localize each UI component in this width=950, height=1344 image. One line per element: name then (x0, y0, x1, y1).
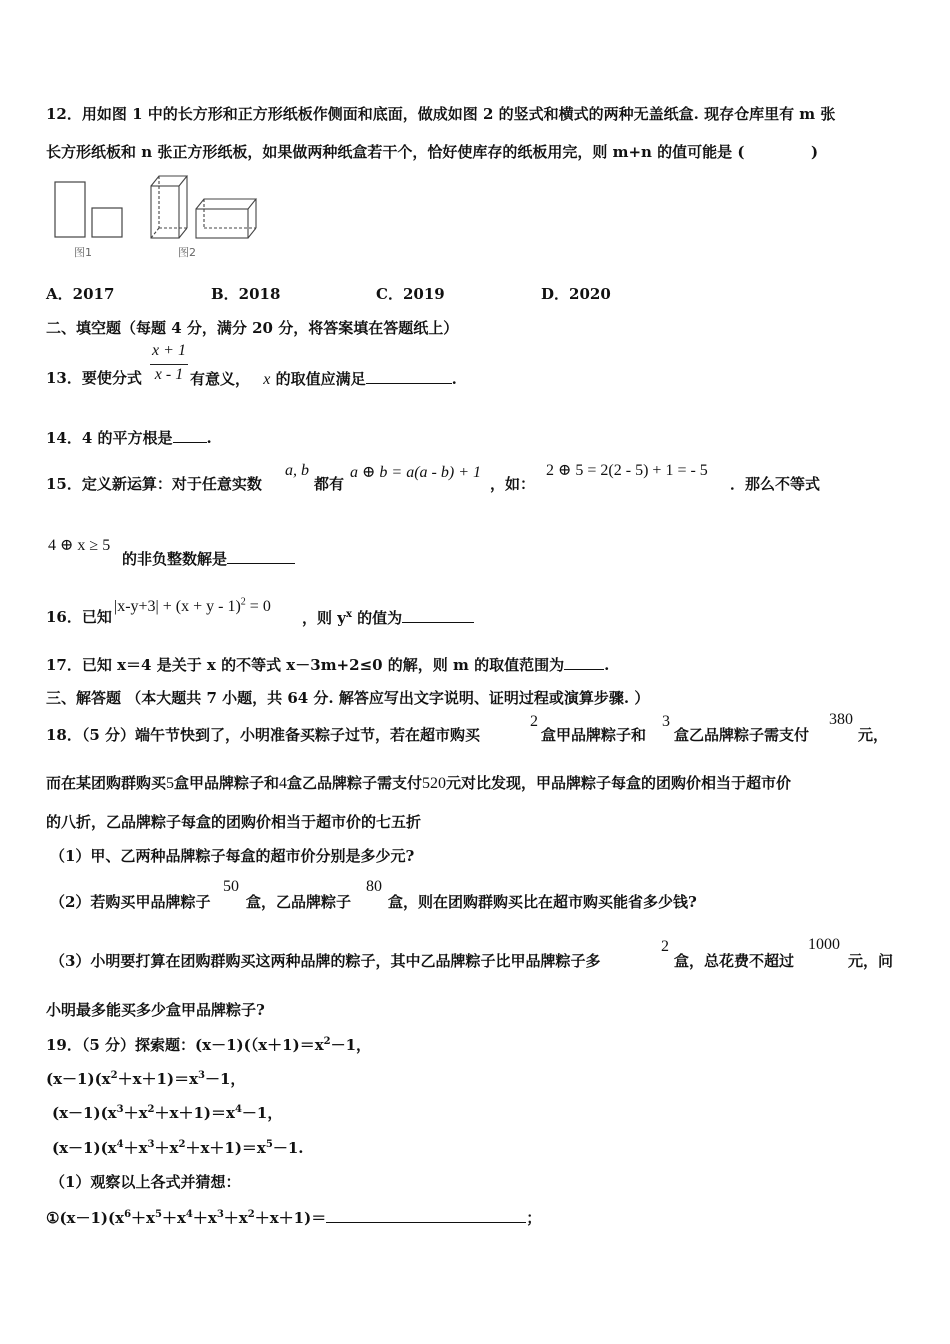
q19-c1e: ＋x (223, 1209, 248, 1227)
q15-definition: a ⊕ b = a(a - b) + 1 (350, 464, 481, 481)
q19-l2s2: 3 (198, 1070, 205, 1081)
q19-l3s1: 3 (116, 1104, 124, 1115)
q15-example-lead: ，如： (490, 475, 536, 493)
q16-sup: x (345, 609, 352, 620)
q18-a3: 盒乙品牌粽子需支付 (674, 726, 810, 744)
q19-line4 (52, 1138, 304, 1158)
q18-b3: 盒甲品牌粽子和 (174, 774, 280, 792)
q18-b6: 520 (422, 775, 447, 792)
q18-line-c: 的八折，乙品牌粽子每盒的团购价相当于超市价的七五折 (46, 813, 422, 831)
q19-l4c: ＋x (154, 1139, 179, 1157)
q19-l4b: ＋x (123, 1139, 148, 1157)
q18-n3: 380 (829, 711, 853, 728)
q19-l3e: －1， (241, 1104, 283, 1122)
q19-c1end: ； (526, 1209, 542, 1227)
q19-l1s: 2 (323, 1036, 331, 1047)
q15-mid: 都有 (314, 475, 345, 493)
q19-l2s1: 2 (110, 1070, 118, 1081)
section2-heading: 二、填空题（每题 4 分，满分 20 分，将答案填在答题纸上） (46, 319, 459, 337)
q12-line1: 12．用如图 1 中的长方形和正方形纸板作侧面和底面，做成如图 2 的竖式和横式的两种无盖纸盒. 现存仓库里有 m 张 (46, 105, 836, 123)
q19-part1: （1）观察以上各式并猜想： (50, 1173, 241, 1191)
q18-p3b: 盒，总花费不超过 (674, 952, 795, 970)
q19-line3 (52, 1103, 282, 1123)
q17-line (46, 654, 609, 675)
q12-option-c: C．2019 (376, 285, 445, 303)
q15-ask-line (122, 548, 295, 569)
q16-tail2: 的值为 (351, 609, 403, 627)
q19-c1s5: 2 (247, 1209, 255, 1220)
q12-option-d: D．2020 (541, 285, 611, 303)
q16-lead: 16．已知 (46, 608, 112, 626)
q18-b7: 元对比发现，甲品牌粽子每盒的团购价相当于超市价 (446, 774, 792, 792)
q18-p2c: 盒，则在团购群购买比在超市购买能省多少钱? (388, 893, 697, 911)
q19-c1f: ＋x＋1)＝ (254, 1209, 327, 1227)
q19-l4d: ＋x＋1)＝x (185, 1139, 266, 1157)
horizontal-box-shape (196, 199, 256, 238)
q12-line2-text: 长方形纸板和 n 张正方形纸板，如果做两种纸盒若干个，恰好使库存的纸板用完，则 m+n 的值可能是 ( (46, 143, 745, 161)
fig1-label: 图1 (74, 246, 92, 259)
q19-l4s1: 4 (116, 1139, 124, 1150)
q18-p2b: 盒，乙品牌粽子 (246, 893, 352, 911)
q19-l3c: ＋x＋1)＝x (154, 1104, 235, 1122)
q16-tail: ，则 y (302, 609, 346, 627)
q18-b5: 盒乙品牌粽子需支付 (287, 774, 423, 792)
q13-tail: 的取值应满足 (275, 370, 366, 388)
q19-answer-blank[interactable] (326, 1207, 526, 1223)
q19-l4s2: 3 (147, 1139, 155, 1150)
q19-l2a: (x－1)(x (46, 1070, 111, 1088)
q14-text: 14．4 的平方根是 (46, 429, 173, 447)
q19-head: 19．（5 分）探索题： (46, 1036, 196, 1054)
q16-expr: |x-y+3| + (x + y - 1) (114, 598, 241, 615)
q18-b4: 4 (279, 775, 288, 792)
q18-b2: 5 (166, 775, 175, 792)
q19-conjecture-1 (46, 1207, 541, 1228)
q13-lead: 13．要使分式 (46, 369, 142, 387)
q18-a2: 盒甲品牌粽子和 (541, 726, 647, 744)
q19-c1s2: 5 (154, 1209, 162, 1220)
q19-line2 (46, 1069, 245, 1089)
q19-c1a: ①(x－1)(x (46, 1209, 125, 1227)
q18-b1: 而在某团购群购买 (46, 774, 167, 792)
q19-c1s1: 6 (124, 1209, 132, 1220)
q14-answer-blank[interactable] (173, 427, 207, 443)
q19-l3a: (x－1)(x (52, 1104, 117, 1122)
q12-line2 (46, 142, 818, 162)
q13-line (190, 368, 457, 390)
q18-p2n2: 80 (366, 878, 382, 895)
q15-vars: a, b (285, 462, 309, 479)
q14-end: . (206, 429, 212, 447)
q19-l3b: ＋x (123, 1104, 148, 1122)
q18-p3n1: 2 (661, 938, 669, 955)
q15-tail: ．那么不等式 (730, 475, 821, 493)
q16-answer-blank[interactable] (402, 607, 474, 623)
q19-l4a: (x－1)(x (52, 1139, 117, 1157)
vertical-box-shape (151, 176, 187, 238)
q13-mid: 有意义， (190, 370, 251, 388)
q17-end: . (604, 656, 610, 674)
q13-end: . (451, 370, 457, 388)
q18-n1: 2 (530, 713, 538, 730)
q19-c1s3: 4 (185, 1209, 193, 1220)
q19-l3s2: 2 (147, 1104, 155, 1115)
q17-answer-blank[interactable] (564, 654, 604, 670)
q12-option-a: A．2017 (46, 285, 115, 303)
q12-option-b: B．2018 (211, 285, 281, 303)
q15-inequality: 4 ⊕ x ≥ 5 (48, 537, 111, 554)
q13-fraction-bar (150, 364, 188, 365)
q12-paren-close: ) (810, 143, 819, 161)
rectangle-board-shape (55, 182, 85, 237)
q18-p2n1: 50 (223, 878, 239, 895)
q18-n2: 3 (662, 713, 670, 730)
q19-l3s3: 4 (234, 1104, 242, 1115)
q18-p3a: （3）小明要打算在团购群购买这两种品牌的粽子，其中乙品牌粽子比甲品牌粽子多 (50, 952, 601, 970)
q12-figure (50, 172, 260, 244)
q15-lead: 15．定义新运算：对于任意实数 (46, 475, 262, 493)
q18-p3d: 小明最多能买多少盒甲品牌粽子? (46, 1001, 265, 1019)
q13-numerator: x + 1 (152, 342, 186, 359)
fig2-label: 图2 (178, 246, 196, 259)
q19-c1c: ＋x (161, 1209, 186, 1227)
q16-exponent: 2 (240, 596, 246, 608)
q19-l1: (x－1)(（x＋1)＝x (195, 1036, 324, 1054)
q18-p3n2: 1000 (808, 936, 840, 953)
q19-c1s4: 3 (216, 1209, 224, 1220)
section3-heading: 三、解答题 （本大题共 7 小题，共 64 分. 解答应写出文字说明、证明过程或演算步骤. ） (46, 689, 650, 707)
q18-a4: 元， (858, 726, 889, 744)
q14-line (46, 427, 212, 448)
q16-tail-line (302, 607, 474, 628)
q19-head-line (46, 1035, 371, 1055)
q18-p3c: 元，问 (848, 952, 894, 970)
q18-part1: （1）甲、乙两种品牌粽子每盒的超市价分别是多少元? (50, 847, 415, 865)
q17-text: 17．已知 x＝4 是关于 x 的不等式 x－3m+2≤0 的解，则 m 的取值范围为 (46, 656, 565, 674)
q16-eq: = 0 (245, 598, 271, 615)
square-board-shape (92, 208, 122, 237)
q19-l4s3: 2 (178, 1139, 186, 1150)
q19-l1e: －1， (330, 1036, 372, 1054)
q19-l2e: －1， (204, 1070, 246, 1088)
q15-example: 2 ⊕ 5 = 2(2 - 5) + 1 = - 5 (546, 462, 708, 479)
q19-c1d: ＋x (192, 1209, 217, 1227)
q18-a1: 18．（5 分）端午节快到了，小明准备买粽子过节，若在超市购买 (46, 726, 481, 744)
q13-answer-blank[interactable] (366, 368, 452, 384)
q15-ask: 的非负整数解是 (122, 550, 228, 568)
q18-p2a: （2）若购买甲品牌粽子 (50, 893, 211, 911)
q13-denominator: x - 1 (154, 366, 184, 383)
q15-answer-blank[interactable] (227, 548, 295, 564)
q19-l2b: ＋x＋1)＝x (117, 1070, 199, 1088)
q18-line-b (46, 773, 791, 794)
q19-l4e: －1. (272, 1139, 304, 1157)
q16-expression (114, 598, 271, 616)
q19-c1b: ＋x (131, 1209, 155, 1227)
q19-l4s4: 5 (265, 1139, 273, 1150)
q13-var: x (263, 371, 271, 388)
